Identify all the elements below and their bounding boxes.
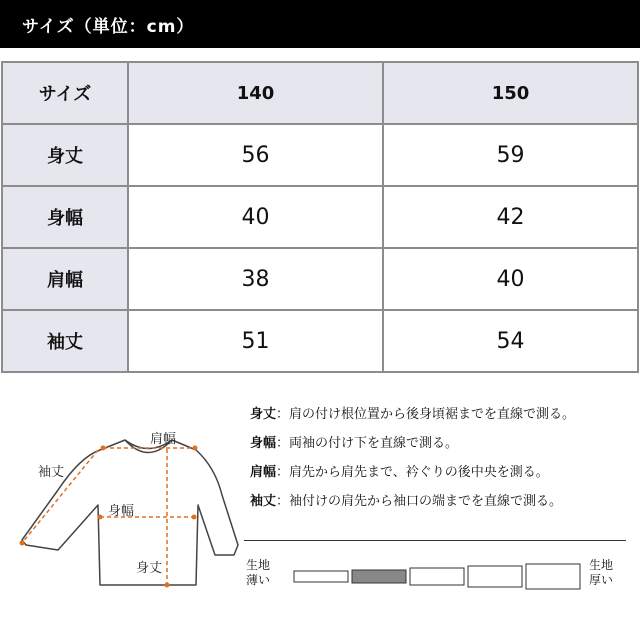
table-row [2, 310, 638, 372]
size-table [1, 61, 639, 373]
row-label: 身幅 [2, 186, 128, 248]
header-bar [0, 0, 640, 48]
table-row [2, 124, 638, 186]
column-header-150: 150 [383, 62, 638, 124]
table-cell: 38 [128, 248, 383, 310]
table-cell: 54 [383, 310, 638, 372]
divider [244, 540, 626, 541]
table-cell: 40 [383, 248, 638, 310]
note-item: 身幅：両袖の付け下を直線で測る。 [250, 436, 459, 451]
row-label: 肩幅 [2, 248, 128, 310]
shoulder-width-label: 肩幅 [150, 432, 177, 447]
table-row [2, 248, 638, 310]
note-item: 肩幅：肩先から肩先まで、衿ぐりの後中央を測る。 [250, 465, 549, 480]
thickness-level-4 [468, 566, 522, 587]
thickness-level-2 [352, 570, 406, 583]
note-item: 身丈：肩の付け根位置から後身頃裾までを直線で測る。 [250, 407, 576, 422]
note-item: 袖丈：袖付けの肩先から袖口の端までを直線で測る。 [250, 494, 563, 509]
thin-label: 生地 薄い [246, 558, 271, 587]
thickness-level-3 [410, 568, 464, 585]
sleeve-length-label: 袖丈 [38, 465, 65, 480]
table-cell: 51 [128, 310, 383, 372]
table-row [2, 186, 638, 248]
thickness-bar [292, 562, 582, 590]
row-label: 身丈 [2, 124, 128, 186]
table-header-row [2, 62, 638, 124]
row-label: 袖丈 [2, 310, 128, 372]
table-corner-cell: サイズ [2, 62, 128, 124]
fabric-thickness-scale [244, 540, 634, 600]
table-cell: 56 [128, 124, 383, 186]
measurement-notes [250, 406, 640, 522]
table-cell: 40 [128, 186, 383, 248]
column-header-140: 140 [128, 62, 383, 124]
thickness-level-5 [526, 564, 580, 589]
thick-label: 生地 厚い [589, 558, 614, 587]
body-length-label: 身丈 [136, 561, 163, 576]
thickness-level-1 [294, 571, 348, 582]
page-title: サイズ（単位：cm） [22, 16, 195, 37]
table-cell: 59 [383, 124, 638, 186]
garment-diagram [0, 395, 250, 640]
body-width-label: 身幅 [108, 504, 135, 519]
table-cell: 42 [383, 186, 638, 248]
